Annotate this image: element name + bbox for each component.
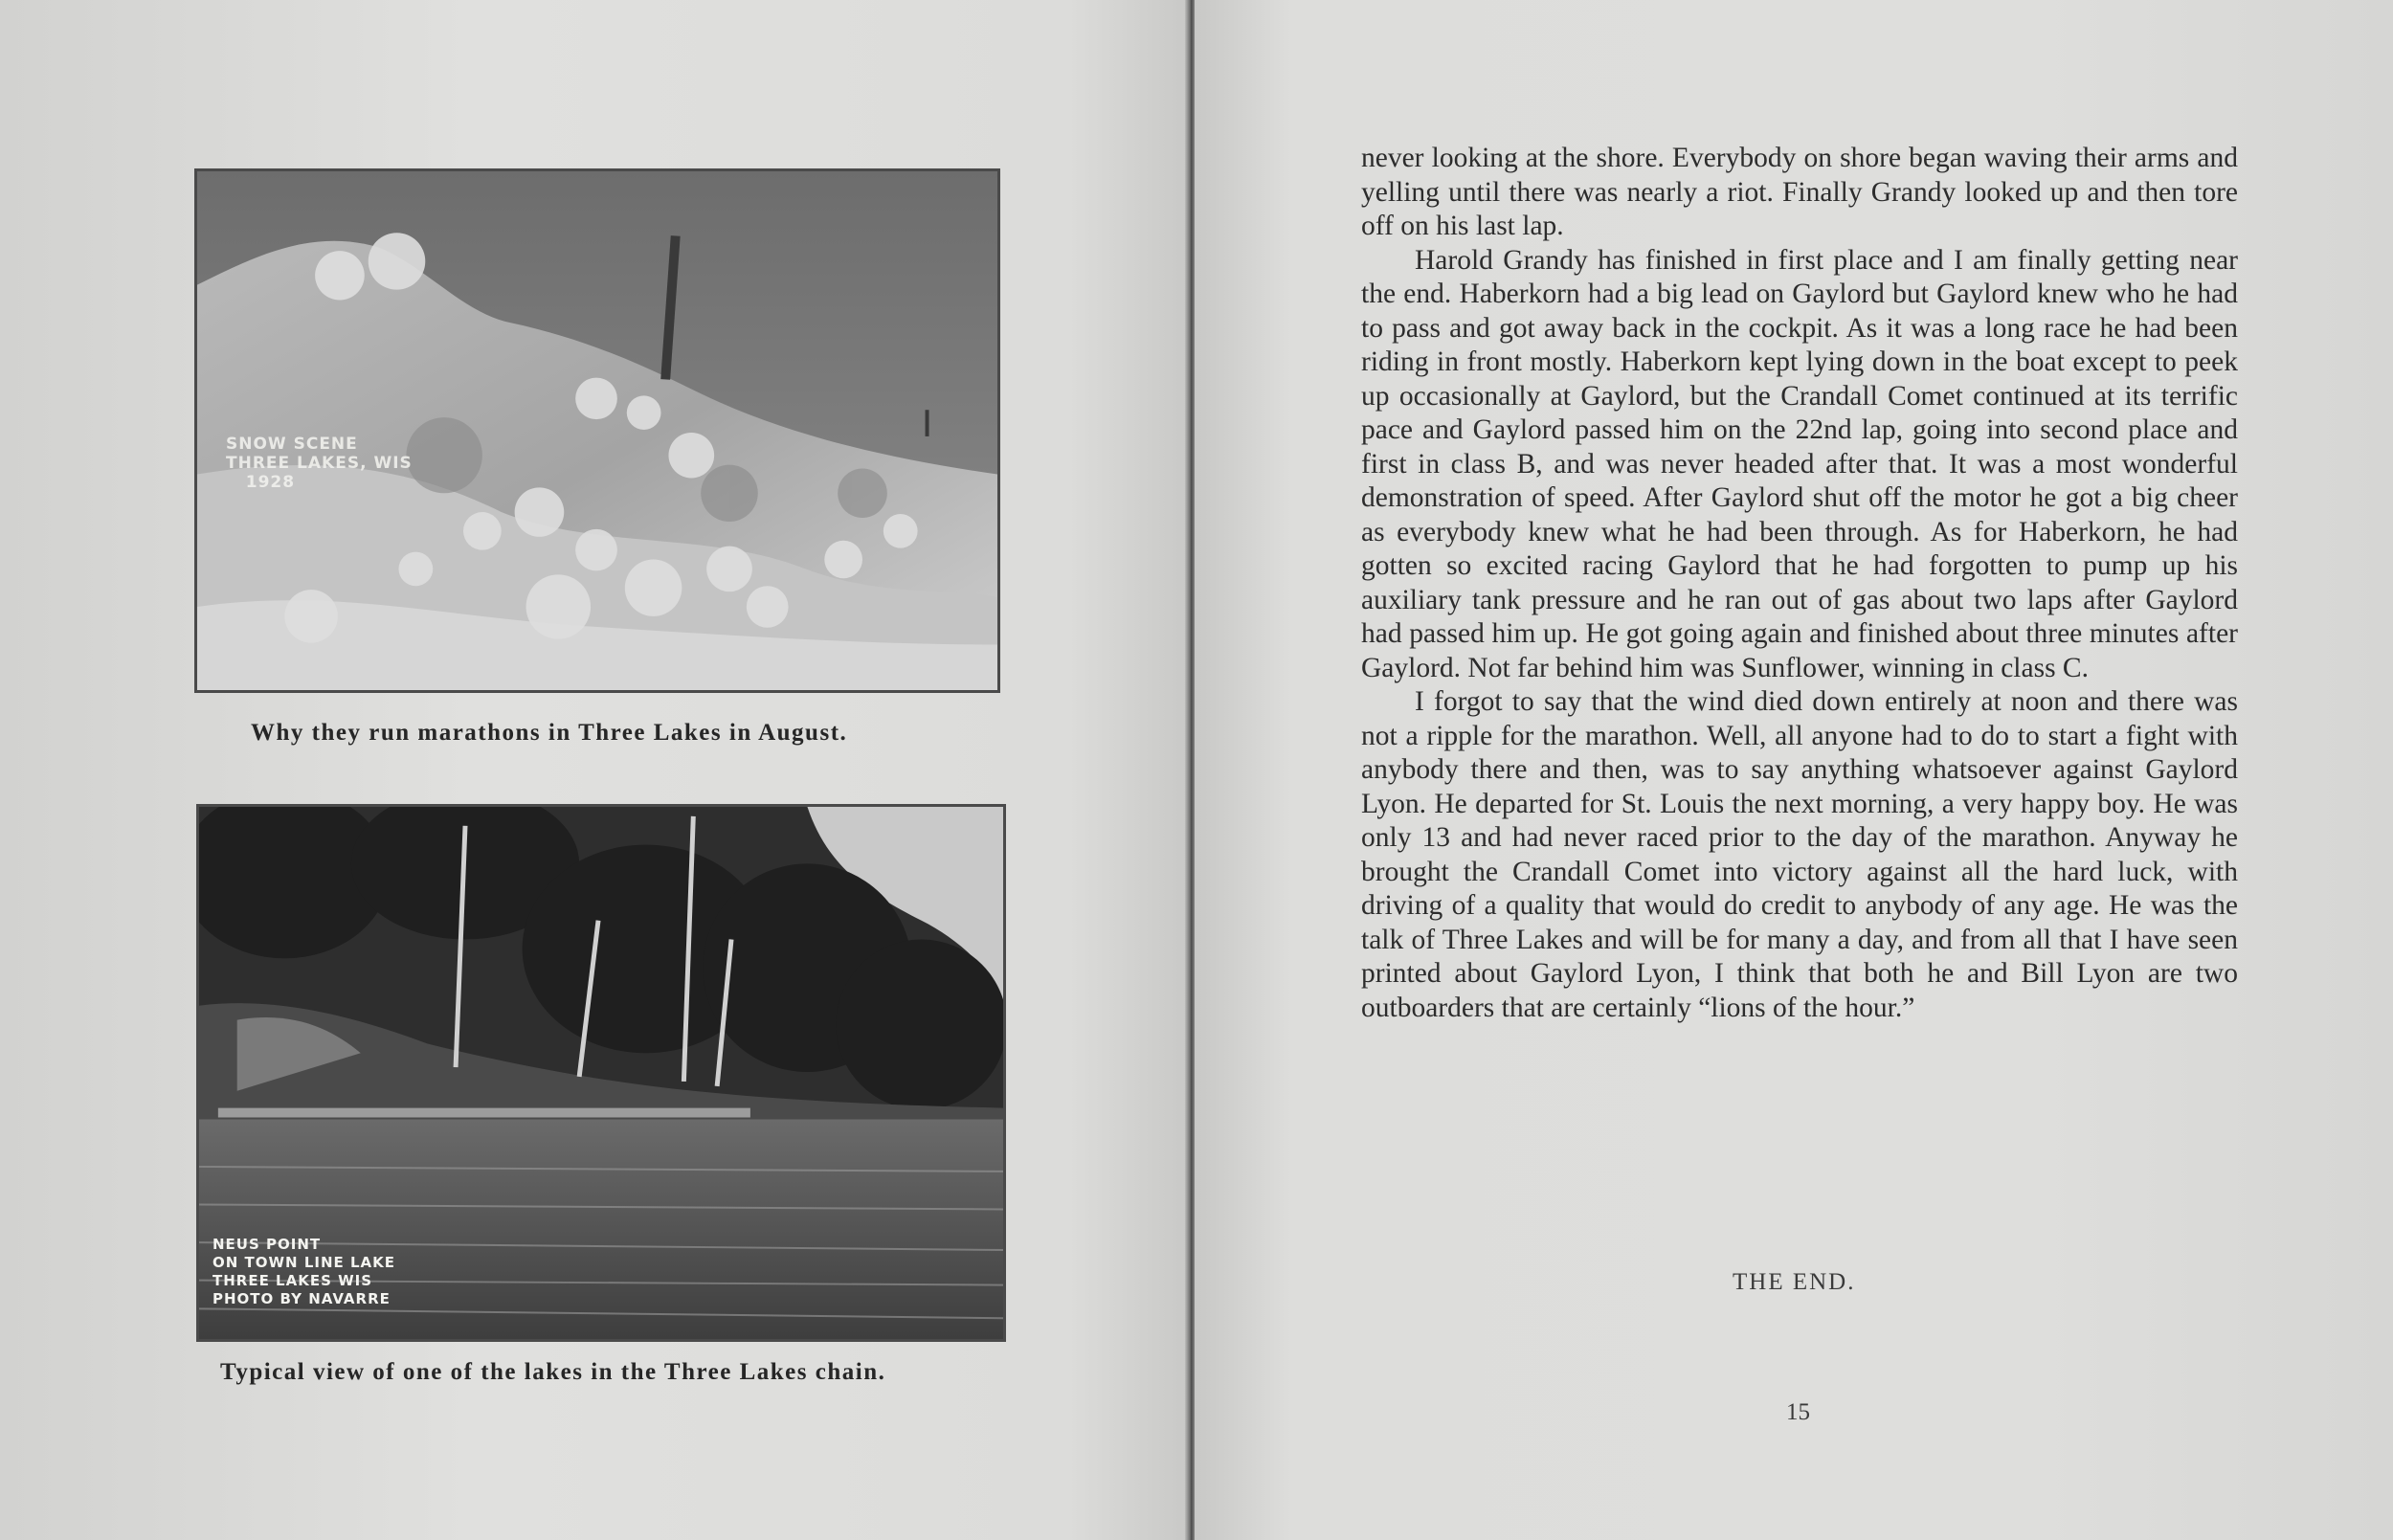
lake-view-caption: Typical view of one of the lakes in the Three Lakes chain. xyxy=(220,1359,886,1385)
story-text xyxy=(1361,142,2238,1025)
snow-scene-image xyxy=(197,171,997,690)
left-page xyxy=(0,0,1187,1540)
snow-scene-caption: Why they run marathons in Three Lakes in August. xyxy=(251,720,848,746)
paragraph-2: Harold Grandy has finished in first place and I am finally getting near the end. Haberkorn had a big lead on Gaylord but Gaylord knew who he had to pass and got away back in the cockpit. As it was a long race he had been riding in front mostly. Haberkorn kept lying down in the boat except to peek up occasionally at Gaylord, but the Crandall Comet continued at its terrific pace and Gaylord passed him on the 22nd lap, going into second place and first in class B, and was never headed after that. It was a most wonderful demonstration of speed. After Gaylord shut off the motor he got a big cheer as everybody knew what he had been through. As for Haberkorn, he had gotten so excited racing Gaylord that he had forgotten to pump up his auxiliary tank pressure and he ran out of gas about two laps after Gaylord had passed him up. He got going again and finished about three minutes after Gaylord. Not far behind him was Sunflower, winning in class C. xyxy=(1361,244,2238,683)
snow-scene-inscription: SNOW SCENE THREE LAKES, WIS 1928 xyxy=(226,435,413,492)
paragraph-3: I forgot to say that the wind died down entirely at noon and there was not a ripple for the marathon. Well, all anyone had to do to start a fight with anybody there and then, was to say anything whatsoever against Gaylord Lyon. He departed for St. Louis the next morning, a very happy boy. He was only 13 and had never raced prior to the day of the marathon. Anyway he brought the Crandall Comet into victory against all the hard luck, with driving of a quality that would do credit to anybody of any age. He was the talk of Three Lakes and will be for many a day, and from all that I have seen printed about Gaylord Lyon, I think that both he and Bill Lyon are two outboarders that are certainly “lions of the hour.” xyxy=(1361,686,2238,1023)
paragraph-1: never looking at the shore. Everybody on shore began waving their arms and yelling until there was nearly a riot. Finally Grandy looked up and then tore off on his last lap. xyxy=(1361,143,2238,241)
end-mark: THE END. xyxy=(1733,1269,1856,1295)
snow-scene-photo xyxy=(194,168,1000,693)
lake-view-photo xyxy=(196,804,1006,1342)
page-number: 15 xyxy=(1786,1399,1810,1425)
lake-view-inscription: NEUS POINT ON TOWN LINE LAKE THREE LAKES WIS PHOTO BY NAVARRE xyxy=(212,1236,396,1307)
